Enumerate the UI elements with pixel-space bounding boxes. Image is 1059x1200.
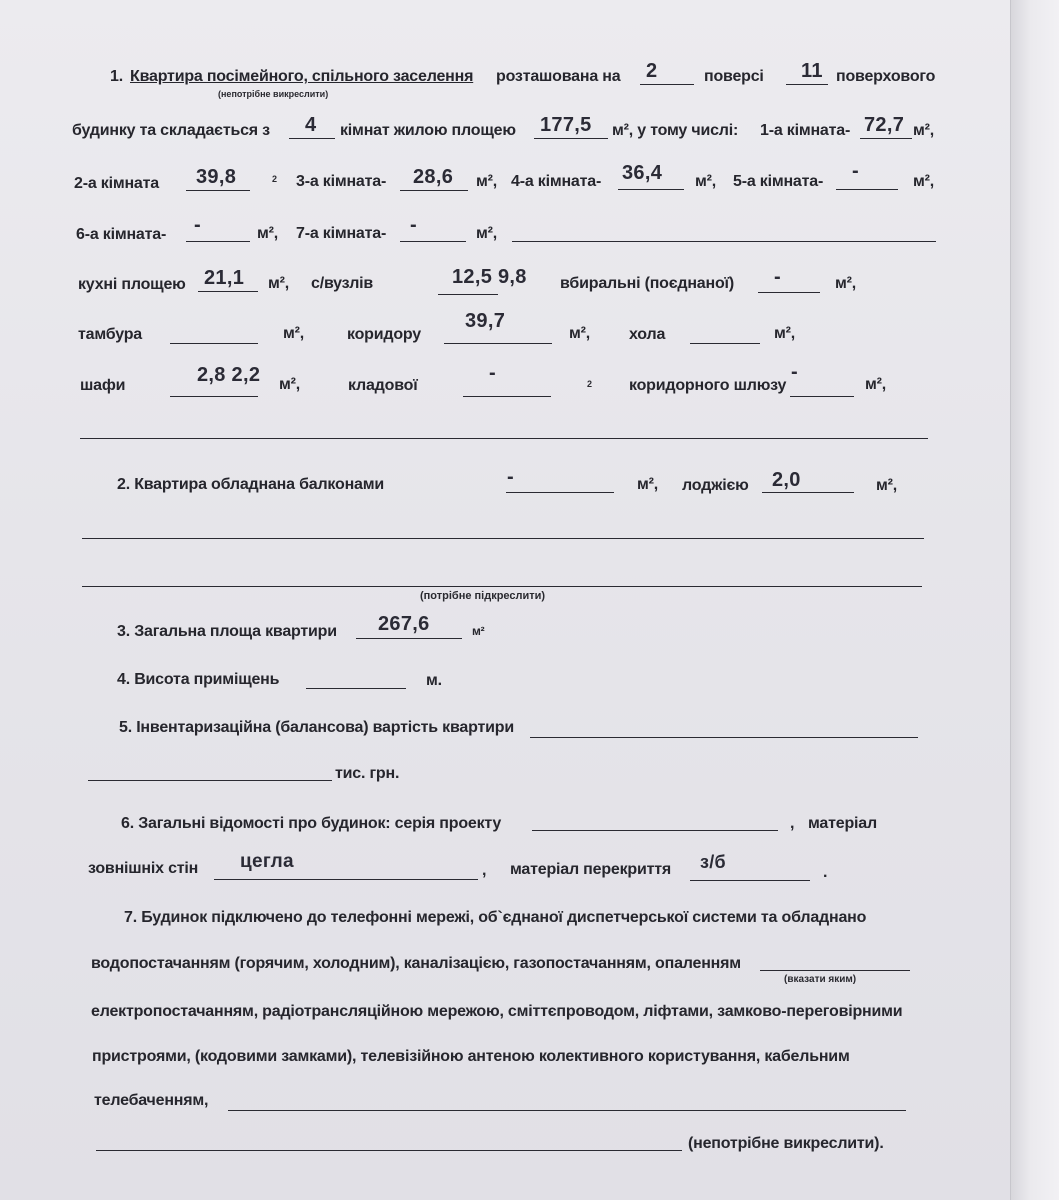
specify-note: (вказати яким) — [784, 974, 857, 985]
inventory-value-label: 5. Інвентаризаційна (балансова) вартість квартири — [119, 719, 514, 736]
room5-value: - — [852, 160, 859, 182]
paper-fold-edge — [1010, 0, 1059, 1200]
corridor-lock-label: коридорного шлюзу — [629, 377, 787, 394]
living-area-line — [534, 138, 608, 139]
corridor-label: коридору — [347, 326, 421, 343]
storage-label: кладової — [348, 377, 418, 394]
utilities-line-1: 7. Будинок підключено до телефонні мережі, об`єднаної диспетчерської системи та обладнано — [124, 909, 867, 926]
closets-label: шафи — [80, 377, 126, 394]
wc-line — [758, 292, 820, 293]
section2-extra-line-1 — [82, 538, 924, 539]
utilities-extra-line-2 — [96, 1150, 682, 1151]
total-floors-value: 11 — [801, 60, 823, 82]
exterior-walls-value: цегла — [240, 851, 294, 872]
floor-value: 2 — [646, 60, 658, 82]
building-label: будинку та складається з — [72, 122, 270, 139]
living-area-unit: м², у тому числі: — [612, 122, 739, 139]
ceiling-height-line — [306, 688, 406, 689]
room3-label: 3-а кімната- — [296, 173, 387, 190]
room5-label: 5-а кімната- — [733, 173, 824, 190]
kitchen-unit: м², — [268, 275, 290, 292]
room2-label: 2-а кімната — [74, 175, 159, 192]
kitchen-line — [198, 291, 258, 292]
balcony-value: - — [507, 466, 514, 488]
vestibule-line — [170, 343, 258, 344]
room4-unit: м², — [695, 173, 717, 190]
storage-line — [463, 396, 551, 397]
room7-unit: м², — [476, 225, 498, 242]
ceiling-height-label: 4. Висота приміщень — [117, 671, 280, 688]
bathroom-label: с/вузлів — [311, 275, 374, 292]
vestibule-label: тамбура — [78, 326, 142, 343]
room2-value: 39,8 — [196, 166, 237, 188]
total-area-value: 267,6 — [378, 613, 430, 635]
closets-line — [170, 396, 258, 397]
room1-unit: м², — [913, 122, 935, 139]
closets-value: 2,8 2,2 — [197, 364, 261, 386]
storage-unit: 2 — [587, 379, 593, 389]
dot: . — [823, 864, 828, 881]
exterior-walls-label: зовнішніх стін — [88, 860, 199, 877]
room7-value: - — [410, 214, 417, 236]
inventory-value-unit: тис. грн. — [335, 765, 400, 782]
balcony-unit: м², — [637, 476, 659, 493]
inventory-value-line-2 — [88, 780, 332, 781]
loggia-value: 2,0 — [772, 469, 801, 491]
balconies-label: 2. Квартира обладнана балконами — [117, 476, 385, 493]
inventory-value-line-1 — [530, 737, 918, 738]
section1-number: 1. — [110, 68, 123, 85]
total-floors-line — [786, 84, 828, 85]
storage-value: - — [489, 362, 496, 384]
room4-line — [618, 189, 684, 190]
utilities-line-4: пристроями, (кодовими замками), телевізійною антеною колективного користування, кабельним — [92, 1048, 850, 1065]
rooms-count-value: 4 — [305, 114, 317, 136]
closets-unit: м², — [279, 376, 301, 393]
hall-unit: м², — [774, 325, 796, 342]
room3-value: 28,6 — [413, 166, 454, 188]
utilities-line-3: електропостачанням, радіотрансляційною мережою, сміттєпроводом, ліфтами, замково-переговірними — [91, 1003, 903, 1020]
wc-unit: м², — [835, 275, 857, 292]
kitchen-label: кухні площею — [78, 276, 186, 293]
comma-1: , — [790, 815, 795, 832]
room6-label: 6-а кімната- — [76, 226, 167, 243]
room3-unit: м², — [476, 173, 498, 190]
room4-value: 36,4 — [622, 162, 663, 184]
loggia-line — [762, 492, 854, 493]
room4-label: 4-а кімната- — [511, 173, 602, 190]
bathroom-line — [438, 294, 498, 295]
room6-line — [186, 241, 250, 242]
heating-type-line — [760, 970, 910, 971]
loggia-unit: м², — [876, 477, 898, 494]
balcony-line — [506, 492, 614, 493]
room2-line — [186, 190, 250, 191]
ceiling-height-unit: м. — [426, 672, 442, 689]
bathroom-value: 12,5 9,8 — [452, 266, 527, 288]
hall-line — [690, 343, 760, 344]
underline-note: (потрібне підкреслити) — [420, 590, 546, 602]
total-area-label: 3. Загальна площа квартири — [117, 623, 337, 640]
room7-label: 7-а кімната- — [296, 225, 387, 242]
ceiling-material-line — [690, 880, 810, 881]
total-area-unit: м² — [472, 624, 485, 638]
living-area-value: 177,5 — [540, 114, 592, 136]
strike-note-2: (непотрібне викреслити). — [688, 1135, 884, 1152]
extra-rooms-line — [512, 241, 936, 242]
ceiling-material-label: матеріал перекриття — [510, 861, 672, 878]
floor-label: поверсі — [704, 68, 764, 85]
utilities-extra-line-1 — [228, 1110, 906, 1111]
room3-line — [400, 190, 468, 191]
material-label: матеріал — [808, 815, 877, 832]
project-series-line — [532, 830, 778, 831]
corridor-lock-line — [790, 396, 854, 397]
total-area-line — [356, 638, 462, 639]
apartment-type-label: Квартира посімейного, спільного заселення — [130, 68, 474, 85]
loggia-label: лоджією — [682, 477, 749, 494]
corridor-lock-unit: м², — [865, 376, 887, 393]
utilities-line-2: водопостачанням (горячим, холодним), каналізацією, газопостачанням, опаленням — [91, 955, 741, 972]
vestibule-unit: м², — [283, 325, 305, 342]
room1-value: 72,7 — [864, 114, 905, 136]
room5-unit: м², — [913, 173, 935, 190]
section1-extra-line — [80, 438, 928, 439]
room5-line — [836, 189, 898, 190]
room7-line — [400, 241, 466, 242]
room6-unit: м², — [257, 225, 279, 242]
rooms-label: кімнат жилою площею — [340, 122, 516, 139]
utilities-line-5: телебаченням, — [94, 1092, 209, 1109]
hall-label: хола — [629, 326, 666, 343]
comma-2: , — [482, 862, 487, 879]
exterior-walls-line — [214, 879, 478, 880]
corridor-lock-value: - — [791, 361, 798, 383]
wc-label: вбиральні (поєднаної) — [560, 275, 734, 292]
ceiling-material-value: з/б — [700, 852, 726, 872]
corridor-line — [444, 343, 552, 344]
section2-extra-line-2 — [82, 586, 922, 587]
floor-field-line — [640, 84, 694, 85]
building-info-label: 6. Загальні відомості про будинок: серія проекту — [121, 815, 502, 832]
room6-value: - — [194, 214, 201, 236]
located-label: розташована на — [496, 68, 621, 85]
corridor-unit: м², — [569, 325, 591, 342]
room2-unit: 2 — [272, 174, 278, 184]
kitchen-value: 21,1 — [204, 267, 245, 289]
room1-label: 1-а кімната- — [760, 122, 851, 139]
total-floors-label: поверхового — [836, 68, 936, 85]
room1-line — [860, 138, 912, 139]
wc-value: - — [774, 266, 781, 288]
rooms-count-line — [289, 138, 335, 139]
strike-note: (непотрібне викреслити) — [218, 89, 329, 99]
corridor-value: 39,7 — [465, 310, 506, 332]
